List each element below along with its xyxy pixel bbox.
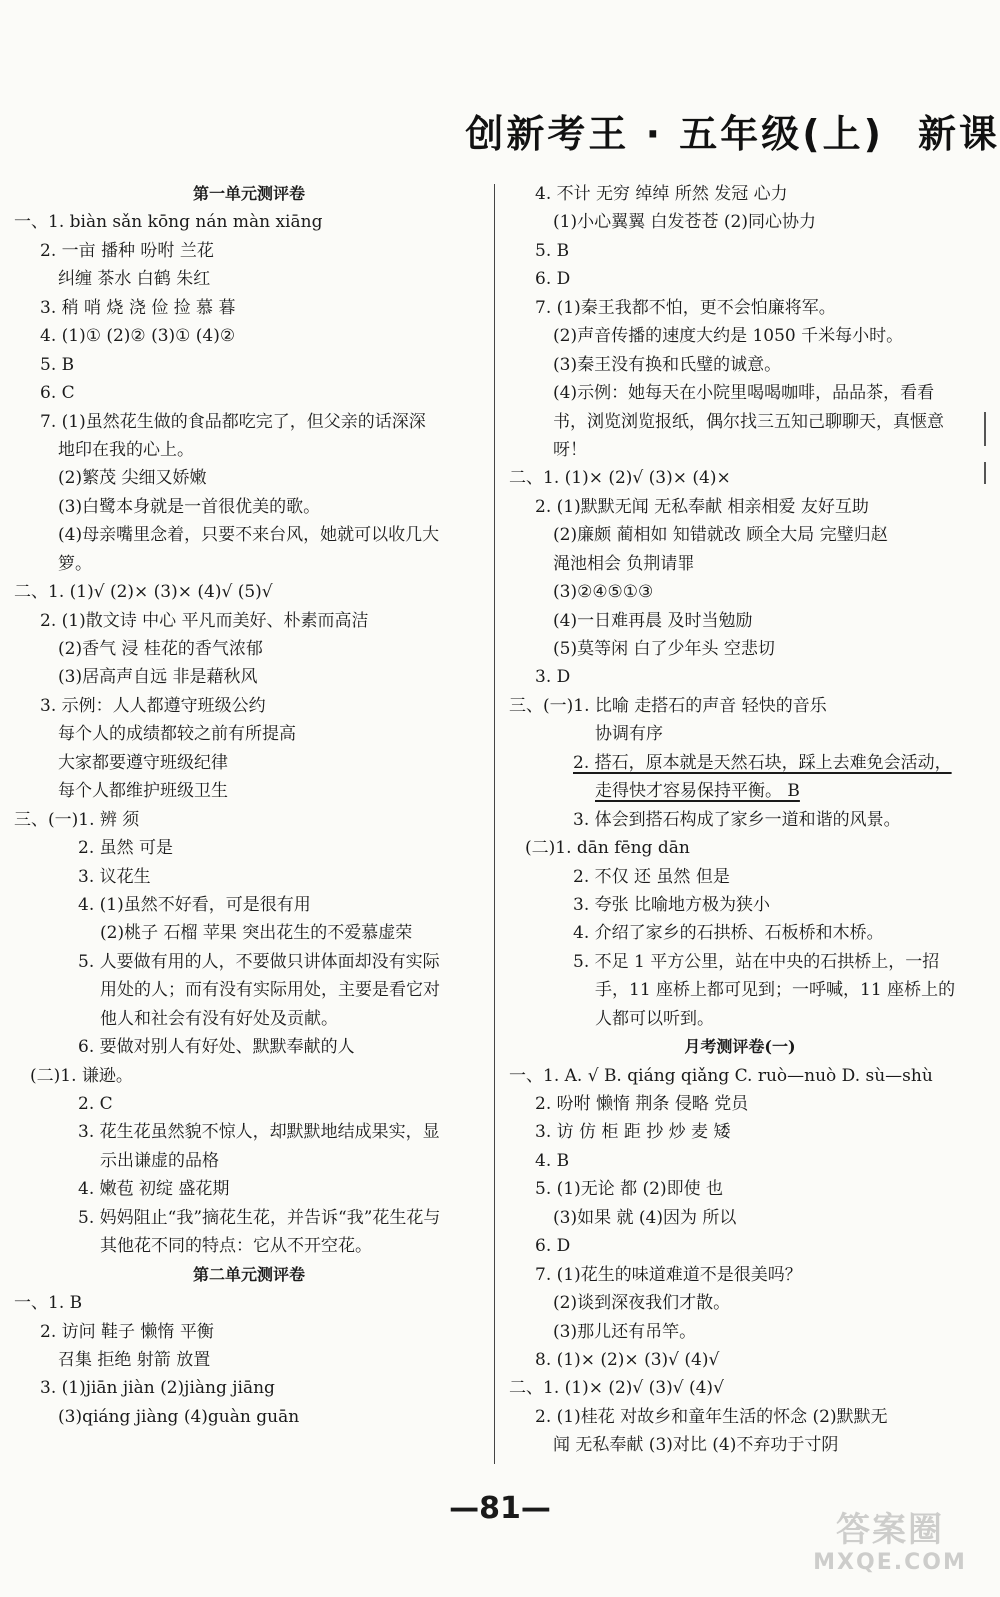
answer-line: 召集 拒绝 射箭 放置 bbox=[58, 1349, 211, 1370]
answer-line: 2. (1)桂花 对故乡和童年生活的怀念 (2)默默无 bbox=[535, 1406, 888, 1427]
answer-line: 4. (1)虽然不好看，可是很有用 bbox=[78, 894, 311, 915]
answer-line: 二、1. (1)√ (2)× (3)× (4)√ (5)√ bbox=[14, 582, 273, 603]
answer-line: (2)香气 浸 桂花的香气浓郁 bbox=[58, 639, 263, 659]
column-divider bbox=[494, 184, 495, 1464]
answer-line: 2. 搭石，原本就是天然石块，踩上去难免会活动， bbox=[573, 752, 952, 773]
answer-line: 2. 一亩 播种 吩咐 兰花 bbox=[40, 240, 214, 261]
answer-line: (3)如果 就 (4)因为 所以 bbox=[553, 1207, 737, 1228]
answer-line: 二、1. (1)× (2)√ (3)× (4)× bbox=[509, 468, 731, 489]
answer-line: (2)声音传播的速度大约是 1050 千米每小时。 bbox=[553, 326, 904, 347]
answer-line: 每个人的成绩都较之前有所提高 bbox=[58, 724, 296, 745]
answer-line: 2. 虽然 可是 bbox=[78, 838, 174, 859]
answer-line: 一、1. A. √ B. qiáng qiǎng C. ruò—nuò D. sù—shù bbox=[509, 1065, 933, 1086]
answer-line: 4. 介绍了家乡的石拱桥、石板桥和木桥。 bbox=[573, 923, 884, 944]
answer-line: 3. 夸张 比喻地方极为狭小 bbox=[573, 894, 771, 915]
section-title: 第一单元测评卷 bbox=[192, 184, 305, 203]
right-column bbox=[505, 180, 975, 1460]
answer-line: 2. 访问 鞋子 懒惰 平衡 bbox=[40, 1321, 214, 1342]
answer-line: 5. B bbox=[535, 240, 570, 261]
answer-line: 6. 要做对别人有好处、默默奉献的人 bbox=[78, 1037, 355, 1058]
answer-line: 3. 访 仿 柜 距 抄 炒 麦 矮 bbox=[535, 1122, 731, 1143]
answer-line: 4. B bbox=[535, 1150, 570, 1171]
answer-line: 5. B bbox=[40, 354, 75, 375]
answer-line: 箩。 bbox=[58, 553, 92, 574]
answer-line: 2. (1)默默无闻 无私奉献 相亲相爱 友好互助 bbox=[535, 496, 869, 517]
answer-line: 用处的人；而有没有实际用处，主要是看它对 bbox=[100, 980, 440, 1001]
answer-line: 3. (1)jiān jiàn (2)jiàng jiāng bbox=[40, 1378, 275, 1399]
answer-line: (4)示例：她每天在小院里喝喝咖啡，品品茶，看看 bbox=[553, 383, 935, 404]
answer-line: 手，11 座桥上都可见到；一呼喊，11 座桥上的 bbox=[595, 980, 956, 1001]
answer-line: 每个人都维护班级卫生 bbox=[58, 781, 228, 802]
answer-line: 4. (1)① (2)② (3)① (4)② bbox=[40, 326, 236, 347]
answer-line: 3. 示例：人人都遵守班级公约 bbox=[40, 695, 266, 716]
answer-line: 7. (1)花生的味道难道不是很美吗？ bbox=[535, 1264, 802, 1285]
book-subtitle: 新课 bbox=[917, 112, 1000, 156]
answer-line: 5. 人要做有用的人，不要做只讲体面却没有实际 bbox=[78, 951, 440, 972]
answer-line: (3)居高声自远 非是藉秋风 bbox=[58, 667, 258, 688]
answer-line: 其他花不同的特点：它从不开空花。 bbox=[100, 1236, 372, 1257]
answer-line: 3. 议花生 bbox=[78, 866, 151, 887]
answer-line: 三、(一)1. 比喻 走搭石的声音 轻快的音乐 bbox=[509, 695, 827, 716]
book-title: 创新考王 · 五年级(上) bbox=[465, 112, 884, 156]
answer-line: (4)母亲嘴里念着，只要不来台风，她就可以收几大 bbox=[58, 525, 440, 546]
answer-line: 4. 不计 无穷 绰绰 所然 发冠 心力 bbox=[535, 184, 788, 204]
answer-line: (3)②④⑤①③ bbox=[553, 582, 654, 603]
answer-line: 2. 吩咐 懒惰 荆条 侵略 党员 bbox=[535, 1094, 749, 1114]
answer-line: 呀！ bbox=[553, 439, 587, 460]
page-header bbox=[440, 104, 1000, 174]
answer-line: 地印在我的心上。 bbox=[58, 439, 194, 460]
answer-line: 5. 妈妈阻止“我”摘花生花，并告诉“我”花生花与 bbox=[78, 1207, 441, 1228]
answer-line: 3. 体会到搭石构成了家乡一道和谐的风景。 bbox=[573, 809, 901, 830]
answer-line: 2. 不仅 还 虽然 但是 bbox=[573, 866, 730, 887]
answer-line: 3. 稍 哨 烧 浇 俭 捡 慕 暮 bbox=[40, 297, 236, 318]
answer-line: (3)那儿还有吊竿。 bbox=[553, 1321, 697, 1342]
answer-line: 8. (1)× (2)× (3)√ (4)√ bbox=[535, 1349, 720, 1370]
left-column bbox=[10, 180, 488, 1460]
answer-line: (2)桃子 石榴 苹果 突出花生的不爱慕虚荣 bbox=[100, 923, 413, 944]
answer-line: 3. D bbox=[535, 667, 571, 688]
answer-line: 一、1. biàn sǎn kōng nán màn xiāng bbox=[14, 212, 323, 233]
answer-line: 2. C bbox=[78, 1094, 113, 1114]
answer-line: 6. D bbox=[535, 269, 571, 290]
answer-line: 6. C bbox=[40, 383, 75, 404]
answer-line: 2. (1)散文诗 中心 平凡而美好、朴素而高洁 bbox=[40, 610, 369, 631]
section-title: 月考测评卷(一) bbox=[684, 1037, 796, 1057]
answer-line: (3)秦王没有换和氏璧的诚意。 bbox=[553, 354, 782, 375]
answer-line: 他人和社会有没有好处及贡献。 bbox=[100, 1008, 338, 1029]
answer-line: 闻 无私奉献 (3)对比 (4)不弃功于寸阴 bbox=[553, 1435, 839, 1456]
answer-line: (3)白鹭本身就是一首很优美的歌。 bbox=[58, 496, 321, 517]
answer-line: 纠缠 茶水 白鹤 朱红 bbox=[58, 269, 211, 290]
answer-line: 书，浏览浏览报纸，偶尔找三五知己聊聊天，真惬意 bbox=[553, 411, 944, 432]
answer-line: 三、(一)1. 辨 须 bbox=[14, 809, 140, 830]
answer-line: 一、1. B bbox=[14, 1293, 83, 1314]
answer-line: (2)谈到深夜我们才散。 bbox=[553, 1293, 731, 1314]
watermark-text: 答案圈 bbox=[836, 1510, 944, 1550]
answer-line: 7. (1)秦王我都不怕，更不会怕廉将军。 bbox=[535, 297, 836, 318]
answer-line: 人都可以听到。 bbox=[595, 1008, 714, 1029]
answer-line: (2)廉颇 蔺相如 知错就改 顾全大局 完璧归赵 bbox=[553, 525, 888, 546]
answer-line: (4)一日难再晨 及时当勉励 bbox=[553, 610, 753, 631]
answer-line: (二)1. 谦逊。 bbox=[30, 1065, 133, 1086]
answer-line: 协调有序 bbox=[595, 724, 663, 745]
section-title: 第二单元测评卷 bbox=[192, 1264, 305, 1284]
answer-line: (2)繁茂 尖细又娇嫩 bbox=[58, 468, 207, 489]
margin-mark bbox=[984, 412, 986, 446]
answer-line: 大家都要遵守班级纪律 bbox=[58, 752, 228, 773]
answer-line: 4. 嫩苞 初绽 盛花期 bbox=[78, 1179, 230, 1200]
answer-line: 渑池相会 负荆请罪 bbox=[553, 553, 695, 574]
margin-mark bbox=[984, 462, 986, 484]
answer-line: (3)qiáng jiàng (4)guàn guān bbox=[58, 1406, 300, 1427]
answer-line: 5. (1)无论 都 (2)即使 也 bbox=[535, 1179, 723, 1200]
answer-line: 7. (1)虽然花生做的食品都吃完了，但父亲的话深深 bbox=[40, 411, 426, 432]
answer-line: 3. 花生花虽然貌不惊人，却默默地结成果实，显 bbox=[78, 1122, 440, 1143]
answer-line: 5. 不足 1 平方公里，站在中央的石拱桥上，一招 bbox=[573, 951, 940, 972]
answer-line: (5)莫等闲 白了少年头 空悲切 bbox=[553, 639, 775, 659]
answer-line: 二、1. (1)× (2)√ (3)√ (4)√ bbox=[509, 1378, 724, 1399]
answer-line: 示出谦虚的品格 bbox=[100, 1150, 219, 1171]
answer-line: (二)1. dān fēng dān bbox=[525, 838, 690, 859]
watermark-url: MXQE.COM bbox=[813, 1550, 967, 1575]
page-number: —81— bbox=[449, 1491, 551, 1526]
answer-line: (1)小心翼翼 白发苍苍 (2)同心协力 bbox=[553, 212, 816, 233]
answer-line: 走得快才容易保持平衡。 B bbox=[595, 781, 800, 802]
answer-line: 6. D bbox=[535, 1236, 571, 1257]
watermark-logo bbox=[800, 1510, 980, 1580]
